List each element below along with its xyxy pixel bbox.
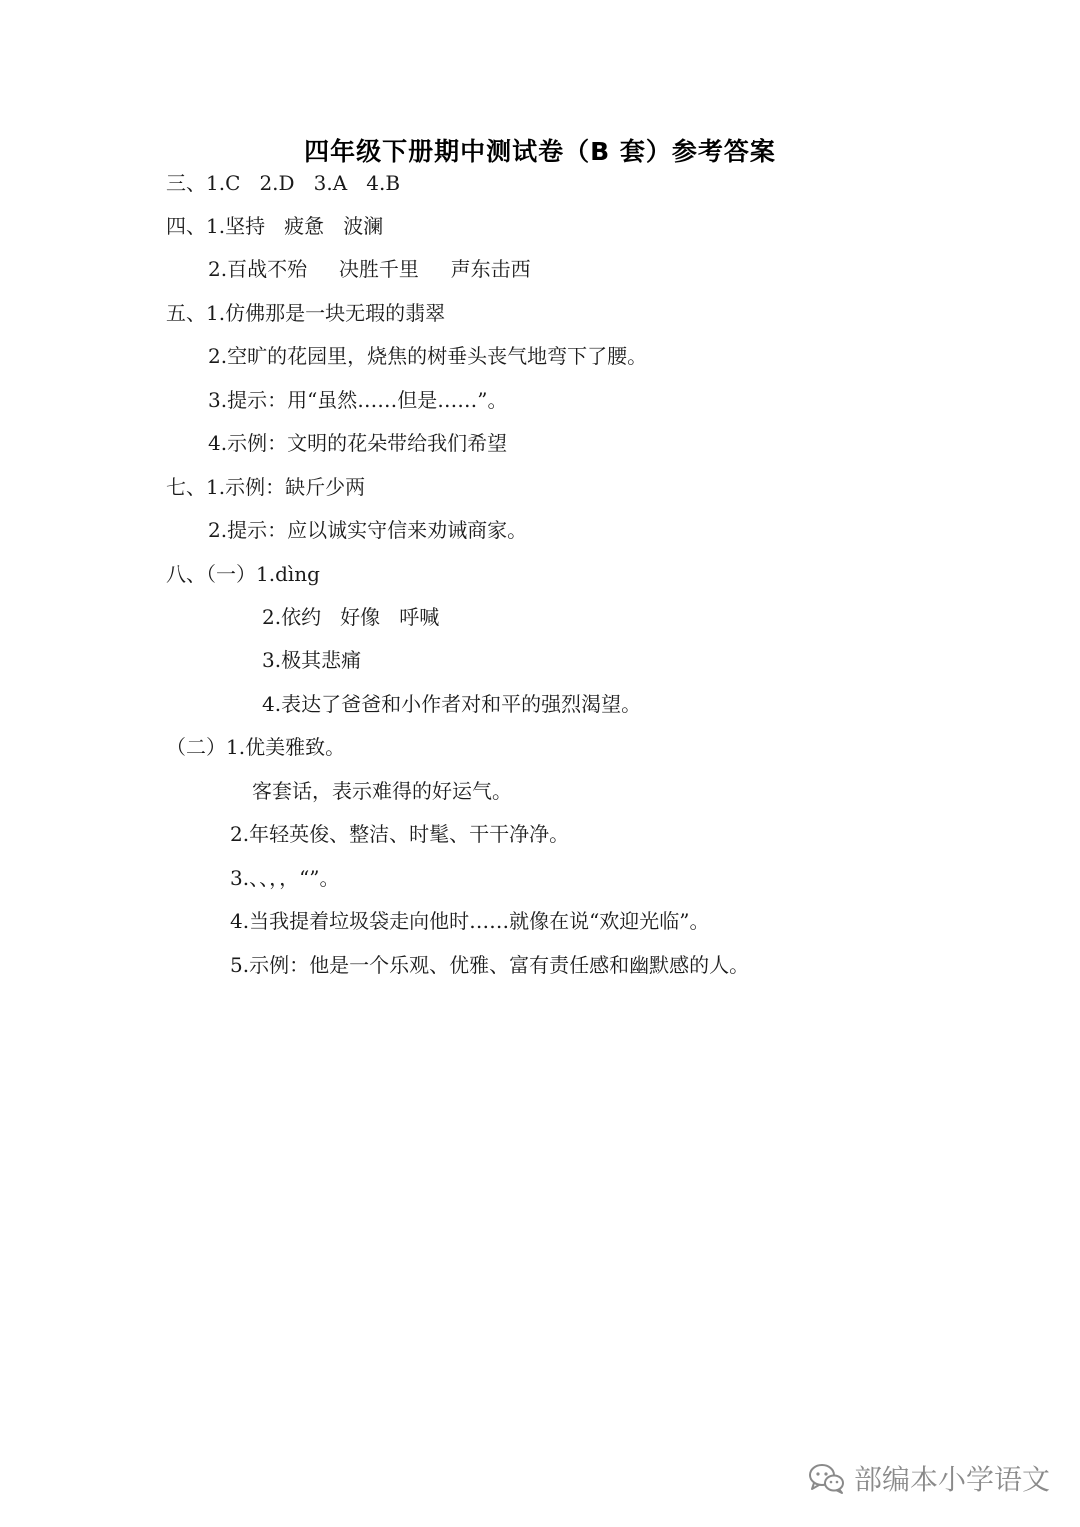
- answer-line-8-1-1: 八、（一）1.dìng: [166, 562, 320, 586]
- answer-line-5-4: 4.示例：文明的花朵带给我们希望: [208, 431, 508, 455]
- answer-line-7-2: 2.提示：应以诚实守信来劝诫商家。: [208, 518, 528, 542]
- answer-line-8-2-5: 5.示例：他是一个乐观、优雅、富有责任感和幽默感的人。: [230, 953, 750, 977]
- answer-line-5-2: 2.空旷的花园里，烧焦的树垂头丧气地弯下了腰。: [208, 344, 648, 368]
- answer-line-8-1-2: 2.依约 好像 呼喊: [262, 605, 440, 629]
- answer-line-8-2-1: （二）1.优美雅致。: [166, 735, 346, 759]
- answer-line-7-1: 七、1.示例：缺斤少两: [166, 475, 366, 499]
- answer-line-5-3: 3.提示：用“虽然……但是……”。: [208, 388, 508, 412]
- page-title: 四年级下册期中测试卷（B 套）参考答案: [304, 137, 776, 166]
- watermark: [808, 1458, 1050, 1498]
- answer-line-3: 三、1.C 2.D 3.A 4.B: [166, 171, 401, 195]
- watermark-text: 部编本小学语文: [853, 1463, 1050, 1496]
- answer-line-8-2-3: 3.、、，，“”。: [230, 866, 340, 890]
- answer-line-8-2-4: 4.当我提着垃圾袋走向他时……就像在说“欢迎光临”。: [230, 909, 710, 933]
- answer-line-4-1: 四、1.坚持 疲惫 波澜: [166, 214, 384, 238]
- answer-line-8-1-4: 4.表达了爸爸和小作者对和平的强烈渴望。: [262, 692, 642, 716]
- answer-line-8-1-3: 3.极其悲痛: [262, 648, 362, 672]
- answer-line-8-2-2: 2.年轻英俊、整洁、时髦、干干净净。: [230, 822, 570, 846]
- answer-line-8-2-1b: 客套话，表示难得的好运气。: [252, 779, 512, 803]
- wechat-icon: [808, 1462, 846, 1494]
- answer-line-5-1: 五、1.仿佛那是一块无瑕的翡翠: [166, 301, 446, 325]
- answer-line-4-2: 2.百战不殆 决胜千里 声东击西: [208, 257, 531, 281]
